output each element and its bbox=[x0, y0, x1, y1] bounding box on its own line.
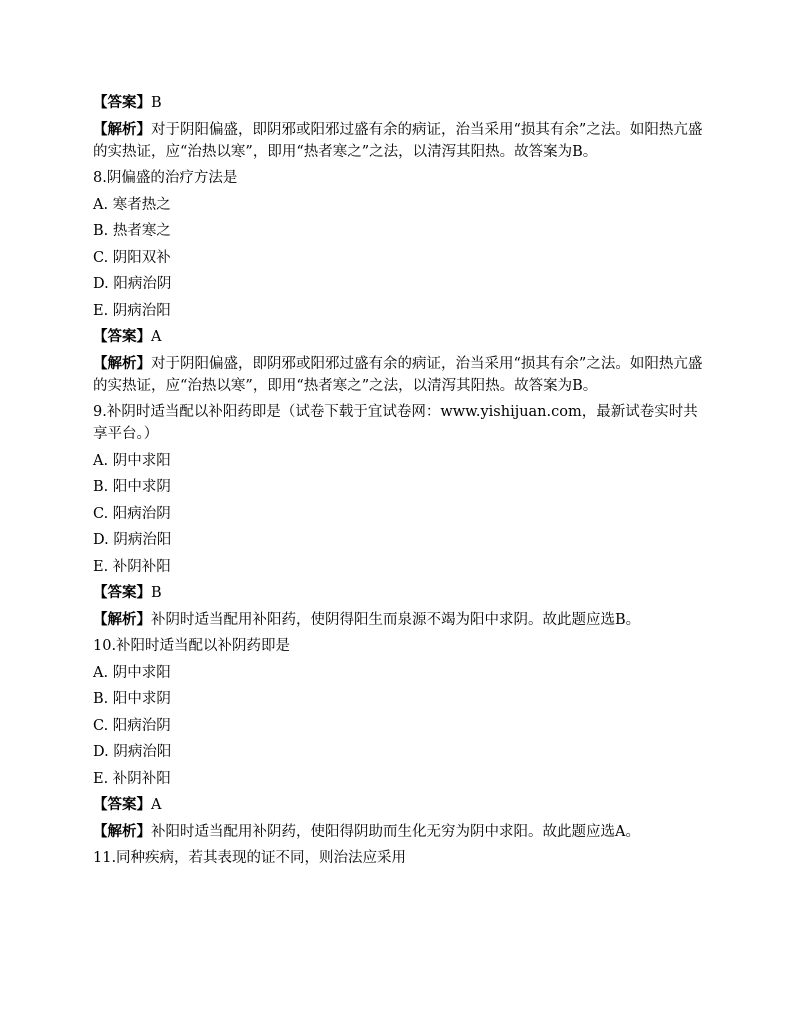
option-e: E. 补阴补阳 bbox=[93, 770, 171, 787]
answer-tag: 【答案】 bbox=[93, 95, 151, 111]
option-d: D. 阴病治阳 bbox=[93, 744, 172, 760]
option-b: B. 阳中求阴 bbox=[93, 479, 171, 495]
option-a: A. 阴中求阳 bbox=[93, 664, 171, 681]
option-c: C. 阳病治阴 bbox=[93, 505, 171, 522]
answer-text: A bbox=[151, 329, 162, 345]
option-a: A. 寒者热之 bbox=[93, 196, 171, 213]
analysis-tag: 【解析】 bbox=[93, 121, 151, 138]
answer-text: A bbox=[151, 797, 162, 813]
analysis-tag: 【解析】 bbox=[93, 611, 151, 628]
answer-text: B bbox=[151, 95, 162, 111]
answer-tag: 【答案】 bbox=[93, 585, 151, 601]
document-page bbox=[93, 92, 705, 869]
answer-text: B bbox=[151, 585, 162, 601]
analysis-paragraph bbox=[93, 609, 705, 631]
analysis-paragraph bbox=[93, 821, 705, 843]
option-e: E. 补阴补阳 bbox=[93, 558, 171, 575]
option-a: A. 阴中求阳 bbox=[93, 452, 171, 469]
analysis-text: 补阳时适当配用补阴药，使阳得阴助而生化无穷为阴中求阳。故此题应选A。 bbox=[151, 823, 640, 840]
answer-tag: 【答案】 bbox=[93, 329, 151, 345]
option-c: C. 阴阳双补 bbox=[93, 249, 171, 266]
answer-line bbox=[93, 582, 705, 604]
answer-tag: 【答案】 bbox=[93, 797, 151, 813]
answer-line bbox=[93, 92, 705, 114]
analysis-paragraph bbox=[93, 119, 705, 163]
analysis-tag: 【解析】 bbox=[93, 355, 151, 372]
option-b: B. 阳中求阴 bbox=[93, 691, 171, 707]
option-b: B. 热者寒之 bbox=[93, 223, 171, 239]
option-d: D. 阳病治阴 bbox=[93, 276, 172, 292]
analysis-text: 补阴时适当配用补阳药，使阴得阳生而泉源不竭为阳中求阴。故此题应选B。 bbox=[151, 611, 641, 628]
question-9: 9.补阴时适当配以补阳药即是（试卷下载于宜试卷网：www.yishijuan.com，最新试卷实时共享平台。） bbox=[93, 404, 698, 442]
question-8: 8.阴偏盛的治疗方法是 bbox=[93, 170, 238, 186]
analysis-text: 对于阴阳偏盛，即阴邪或阳邪过盛有余的病证，治当采用“损其有余”之法。如阳热亢盛的实热证，应“治热以寒”，即用“热者寒之”之法，以清泻其阳热。故答案为B。 bbox=[93, 121, 703, 160]
analysis-text: 对于阴阳偏盛，即阴邪或阳邪过盛有余的病证，治当采用“损其有余”之法。如阳热亢盛的实热证，应“治热以寒”，即用“热者寒之”之法，以清泻其阳热。故答案为B。 bbox=[93, 355, 703, 394]
option-e: E. 阴病治阳 bbox=[93, 302, 171, 319]
analysis-paragraph bbox=[93, 353, 705, 397]
option-d: D. 阴病治阳 bbox=[93, 532, 172, 548]
option-c: C. 阳病治阴 bbox=[93, 717, 171, 734]
answer-line bbox=[93, 326, 705, 348]
question-10: 10.补阳时适当配以补阴药即是 bbox=[93, 638, 291, 654]
answer-line bbox=[93, 794, 705, 816]
question-11: 11.同种疾病，若其表现的证不同，则治法应采用 bbox=[93, 850, 407, 866]
analysis-tag: 【解析】 bbox=[93, 823, 151, 840]
